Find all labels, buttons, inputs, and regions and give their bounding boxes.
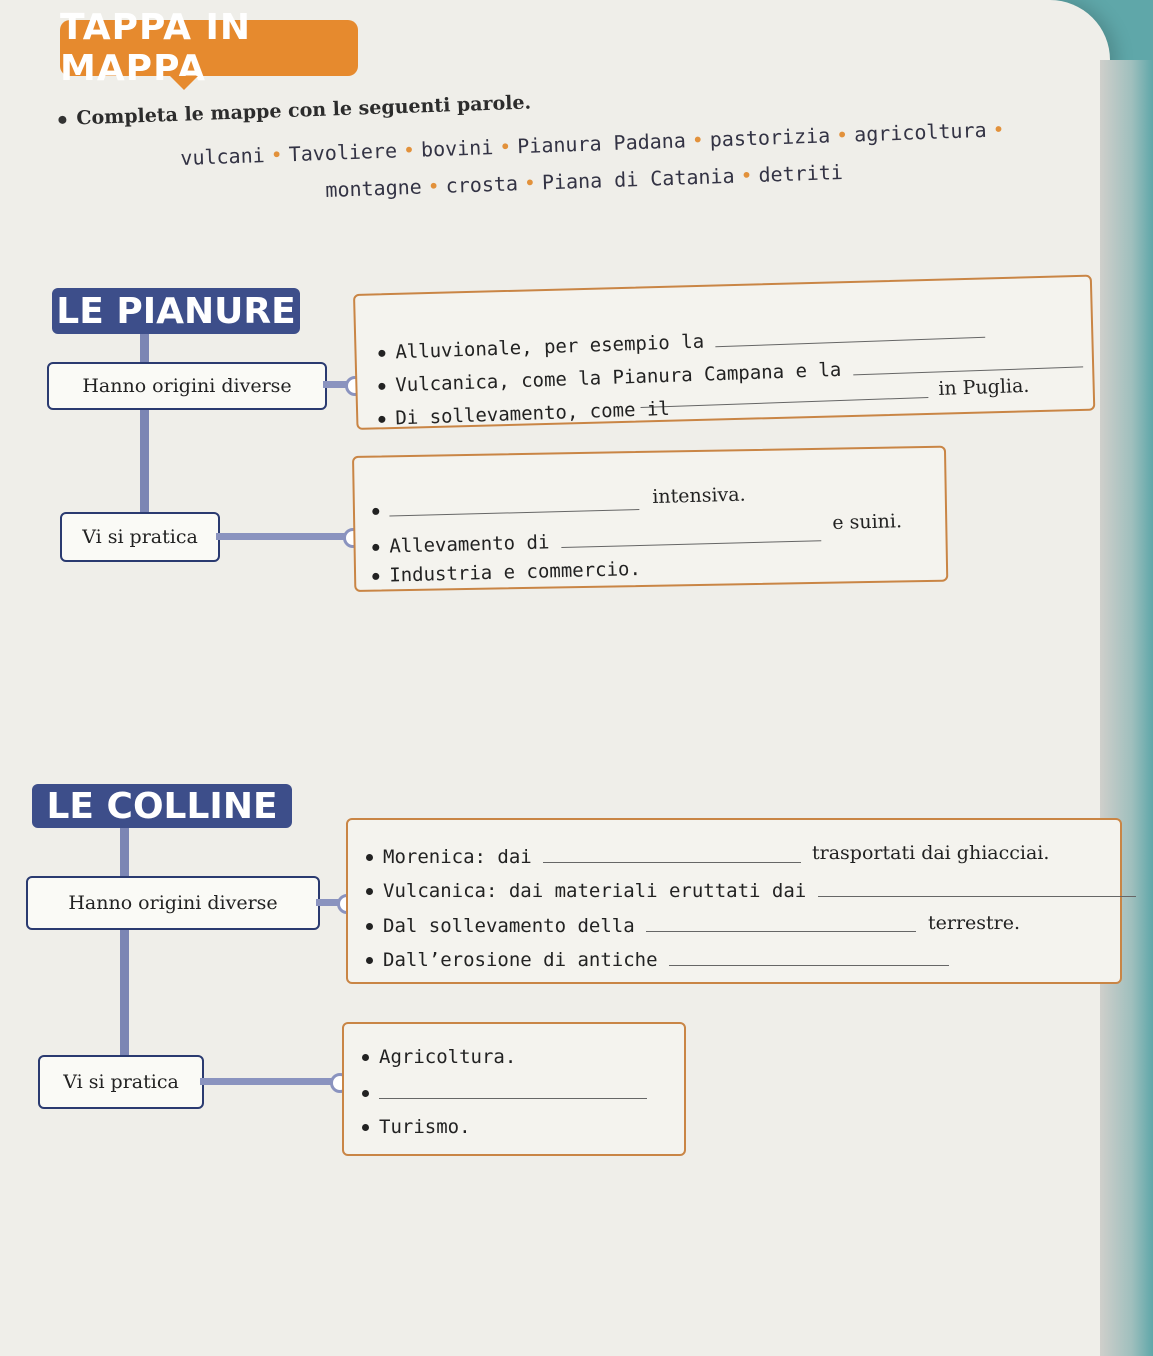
blank-field[interactable]	[543, 860, 801, 863]
blank-field[interactable]	[646, 929, 916, 932]
trasportati-text: trasportati dai ghiacciai.	[812, 842, 1050, 864]
pianure-origine-vulcanica: Vulcanica, come la Pianura Campana e la	[378, 350, 1083, 397]
word-bank-line-3: montagne • crosta • Piana di Catania • detriti	[325, 159, 844, 202]
pianure-origine-alluvionale: Alluvionale, per esempio la	[378, 321, 986, 364]
word-montagne: montagne	[325, 174, 423, 202]
word-pastorizia: pastorizia	[709, 123, 831, 152]
colline-pratica-link	[200, 1078, 340, 1085]
pianure-title: LE PIANURE	[52, 288, 300, 334]
colline-origine-sollevamento: Dal sollevamento della	[366, 915, 916, 937]
pianure-origini-node: Hanno origini diverse	[47, 362, 327, 410]
pianure-origine-sollevamento: Di sollevamento, come il	[378, 398, 670, 430]
colline-origine-erosione: Dall’erosione di antiche	[366, 949, 949, 971]
colline-origine-morenica: Morenica: dai	[366, 846, 801, 868]
in-puglia-text: in Puglia.	[938, 374, 1030, 400]
blank-field[interactable]	[561, 538, 821, 548]
word-pianura-padana: Pianura Padana	[516, 128, 687, 159]
e-suini-text: e suini.	[832, 510, 903, 534]
colline-pratica-turismo: Turismo.	[362, 1116, 471, 1138]
word-piana-di-catania: Piana di Catania	[541, 163, 735, 195]
tappa-in-mappa-badge: TAPPA IN MAPPA	[60, 20, 358, 76]
blank-field[interactable]	[818, 894, 1136, 897]
pianure-pratica-allevamento: Allevamento di	[372, 524, 821, 558]
word-vulcani: vulcani	[180, 143, 266, 170]
colline-connector	[120, 828, 129, 1058]
colline-pratica-node: Vi si pratica	[38, 1055, 204, 1109]
pianure-pratica-link	[216, 533, 358, 540]
blank-field[interactable]	[389, 507, 639, 517]
colline-pratica-agricoltura: Agricoltura.	[362, 1046, 516, 1068]
colline-pratica-blank-line	[362, 1082, 647, 1104]
bullet-icon	[58, 116, 66, 124]
word-bovini: bovini	[420, 135, 494, 162]
word-bank-line-2: vulcani • Tavoliere • bovini • Pianura Padana • pastorizia • agricoltura •	[180, 117, 1005, 170]
pianure-pratica-node: Vi si pratica	[60, 512, 220, 562]
colline-title: LE COLLINE	[32, 784, 292, 828]
blank-field[interactable]	[379, 1096, 647, 1099]
blank-field[interactable]	[669, 963, 949, 966]
colline-origine-vulcanica: Vulcanica: dai materiali eruttati dai	[366, 880, 1136, 902]
colline-origini-node: Hanno origini diverse	[26, 876, 320, 930]
pianure-pratica-industria: Industria e commercio.	[372, 558, 641, 587]
word-detriti: detriti	[758, 159, 844, 187]
terrestre-text: terrestre.	[928, 912, 1021, 934]
word-tavoliere: Tavoliere	[288, 138, 398, 167]
word-crosta: crosta	[445, 171, 519, 198]
word-agricoltura: agricoltura	[853, 117, 987, 147]
page-edge	[1100, 60, 1153, 1356]
instructions: Completa le mappe con le seguenti parole.	[58, 91, 531, 129]
intensiva-text: intensiva.	[652, 483, 746, 508]
